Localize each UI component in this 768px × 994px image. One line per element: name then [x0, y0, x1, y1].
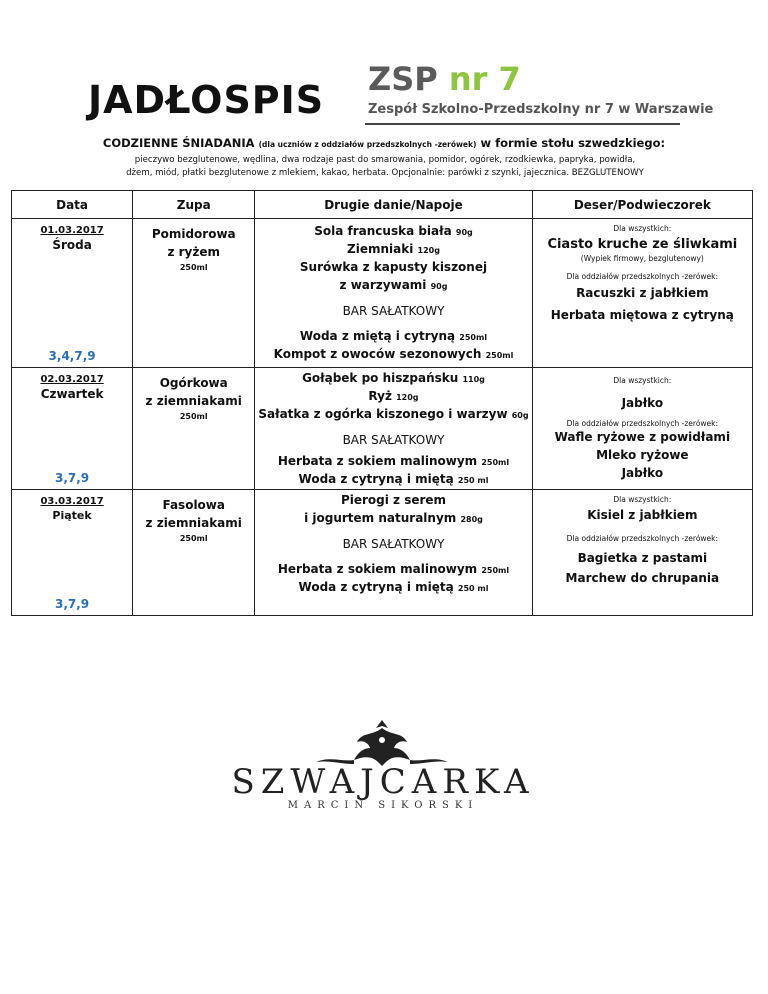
table-row [12, 219, 753, 368]
allergens: 3,7,9 [54, 471, 90, 485]
dessert-all: Jabłko [621, 396, 664, 410]
brand-logo-subtitle: MARCIN SIKORSKI [287, 800, 479, 811]
allergens: 3,7,9 [54, 597, 90, 611]
breakfast-line-1: pieczywo bezglutenowe, wędlina, dwa rodzaje past do smarowania, pomidor, ogórek, rzodkiewka, papryka, powidła, [134, 155, 636, 165]
date: 03.03.2017 [40, 496, 104, 507]
dessert-note: (Wypiek firmowy, bezglutenowy) [580, 254, 704, 263]
dessert-cell [532, 490, 752, 616]
date: 01.03.2017 [40, 225, 104, 236]
school-logo [368, 60, 521, 98]
all-label: Dla wszystkich: [613, 376, 672, 385]
preschool-label: Dla oddziałów przedszkolnych -zerówek: [566, 419, 719, 428]
main-cell [255, 219, 532, 368]
main-item: Surówka z kapusty kiszonej [299, 260, 488, 274]
main-item: z warzywami 90g [339, 278, 448, 292]
soup-name: Ogórkowa z ziemniakami [145, 376, 242, 408]
main-cell [255, 368, 532, 490]
header-soup: Zupa [133, 191, 255, 219]
soup-cell [133, 219, 255, 368]
drink-item: Herbata z sokiem malinowym 250ml [277, 562, 510, 576]
menu-table [11, 190, 753, 616]
date-cell [12, 490, 133, 616]
main-item: Gołąbek po hiszpańsku 110g [302, 371, 485, 385]
salad-bar: BAR SAŁATKOWY [342, 304, 445, 318]
menu-header-row [12, 191, 753, 219]
header-divider [365, 123, 680, 125]
header-date: Data [12, 191, 133, 219]
date-cell [12, 219, 133, 368]
breakfast-line-2: dżem, miód, płatki bezglutenowe z mlekiem, kakao, herbata. Opcjonalnie: parówki z szynki, jajecznica. BEZGLUTENOWY [126, 168, 644, 178]
school-logo-nr: nr 7 [448, 60, 521, 98]
dessert-preschool: Bagietka z pastami [577, 551, 708, 565]
preschool-label: Dla oddziałów przedszkolnych -zerówek: [566, 272, 719, 281]
table-row [12, 368, 753, 490]
dessert-preschool: Wafle ryżowe z powidłami [554, 430, 731, 444]
salad-bar: BAR SAŁATKOWY [342, 537, 445, 551]
dessert-all: Ciasto kruche ze śliwkami [547, 237, 738, 252]
dessert-preschool: Marchew do chrupania [565, 571, 720, 585]
dessert-cell [532, 219, 752, 368]
all-label: Dla wszystkich: [613, 495, 672, 504]
weekday: Środa [52, 238, 92, 252]
preschool-label: Dla oddziałów przedszkolnych -zerówek: [566, 534, 719, 543]
header-main: Drugie danie/Napoje [255, 191, 532, 219]
school-logo-zsp: ZSP [368, 60, 438, 98]
breakfast-items [40, 154, 730, 180]
ornament-icon [302, 718, 462, 768]
allergens: 3,4,7,9 [48, 349, 96, 363]
salad-bar: BAR SAŁATKOWY [342, 433, 445, 447]
drink-item: Woda z miętą i cytryną 250ml [299, 329, 488, 343]
brand-logo-text: SZWAJCARKA [231, 762, 535, 802]
soup-name: Fasolowa z ziemniakami [145, 498, 242, 530]
date: 02.03.2017 [40, 374, 104, 385]
main-item: Ryż 120g [368, 389, 419, 403]
main-item: Sola francuska biała 90g [314, 224, 473, 238]
all-label: Dla wszystkich: [613, 224, 672, 233]
weekday: Piątek [52, 509, 92, 522]
soup-name: Pomidorowa z ryżem [151, 227, 236, 259]
main-cell [255, 490, 532, 616]
soup-cell [133, 490, 255, 616]
main-item: Sałatka z ogórka kiszonego i warzyw 60g [258, 407, 529, 421]
dessert-cell [532, 368, 752, 490]
breakfast-title: CODZIENNE ŚNIADANIA [102, 136, 255, 150]
drink-item: Herbata z sokiem malinowym 250ml [277, 454, 510, 468]
breakfast-note: (dla uczniów z oddziałów przedszkolnych -zerówek) [258, 140, 477, 149]
weekday: Czwartek [40, 387, 104, 401]
page-title: JADŁOSPIS [88, 78, 325, 122]
main-item: Ziemniaki 120g [347, 242, 440, 256]
soup-volume: 250ml [179, 263, 208, 272]
breakfast-heading [0, 136, 768, 150]
dessert-preschool: Jabłko [621, 466, 664, 480]
soup-volume: 250ml [179, 412, 208, 421]
main-item: Pierogi z serem [340, 493, 447, 507]
dessert-all: Kisiel z jabłkiem [587, 508, 698, 522]
main-item: i jogurtem naturalnym 280g [304, 511, 483, 525]
date-cell [12, 368, 133, 490]
breakfast-title-end: w formie stołu szwedzkiego: [480, 136, 666, 150]
dessert-preschool: Herbata miętowa z cytryną [550, 308, 734, 322]
soup-volume: 250ml [179, 534, 208, 543]
drink-item: Woda z cytryną i miętą 250 ml [298, 580, 489, 594]
dessert-preschool: Mleko ryżowe [596, 448, 689, 462]
soup-cell [133, 368, 255, 490]
drink-item: Kompot z owoców sezonowych 250ml [273, 347, 514, 361]
header-dessert: Deser/Podwieczorek [532, 191, 752, 219]
school-name: Zespół Szkolno-Przedszkolny nr 7 w Warszawie [368, 102, 714, 117]
dessert-preschool: Racuszki z jabłkiem [576, 286, 709, 300]
drink-item: Woda z cytryną i miętą 250 ml [298, 472, 489, 486]
table-row [12, 490, 753, 616]
